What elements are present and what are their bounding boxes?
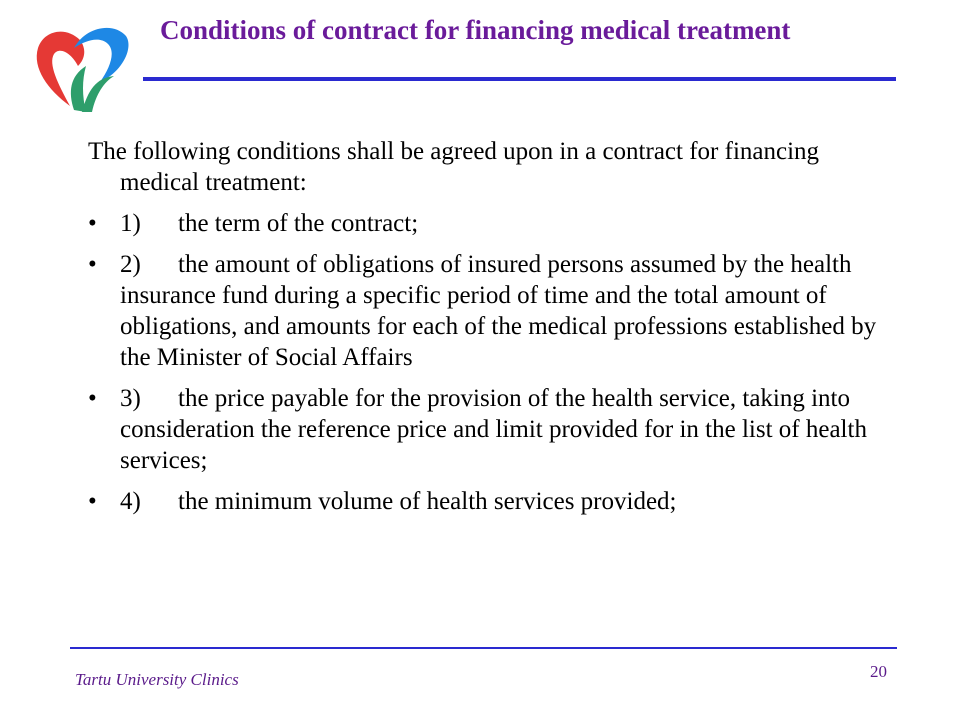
footer-institution: Tartu University Clinics <box>75 670 239 689</box>
item-number: 3) <box>120 385 141 412</box>
list-item <box>88 383 888 476</box>
slide-content <box>88 136 888 527</box>
bullet-icon: • <box>88 251 97 278</box>
page-number: 20 <box>870 662 887 681</box>
item-text: the amount of obligations of insured persons assumed by the health insurance fund during a specific period of time and the total amount of obligations, and amounts for each of the medical professions established by the Minister of Social Affairs <box>120 251 877 371</box>
list-item <box>88 208 888 239</box>
item-number: 2) <box>120 251 141 278</box>
footer-divider <box>70 647 897 649</box>
slide-title: Conditions of contract for financing medical treatment <box>160 15 791 45</box>
logo-icon <box>30 18 132 114</box>
item-text: the price payable for the provision of the health service, taking into consideration the reference price and limit provided for in the list of health services; <box>120 385 867 474</box>
list-item <box>88 249 888 373</box>
bullet-icon: • <box>88 385 97 412</box>
bullet-icon: • <box>88 488 97 515</box>
bullet-icon: • <box>88 210 97 237</box>
item-text: the term of the contract; <box>178 210 419 237</box>
item-number: 1) <box>120 210 141 237</box>
item-number: 4) <box>120 488 141 515</box>
title-divider <box>143 77 896 81</box>
conditions-list <box>88 208 888 517</box>
item-text: the minimum volume of health services provided; <box>178 488 677 515</box>
list-item <box>88 486 888 517</box>
intro-paragraph: The following conditions shall be agreed upon in a contract for financing medical treatment: <box>88 138 820 196</box>
